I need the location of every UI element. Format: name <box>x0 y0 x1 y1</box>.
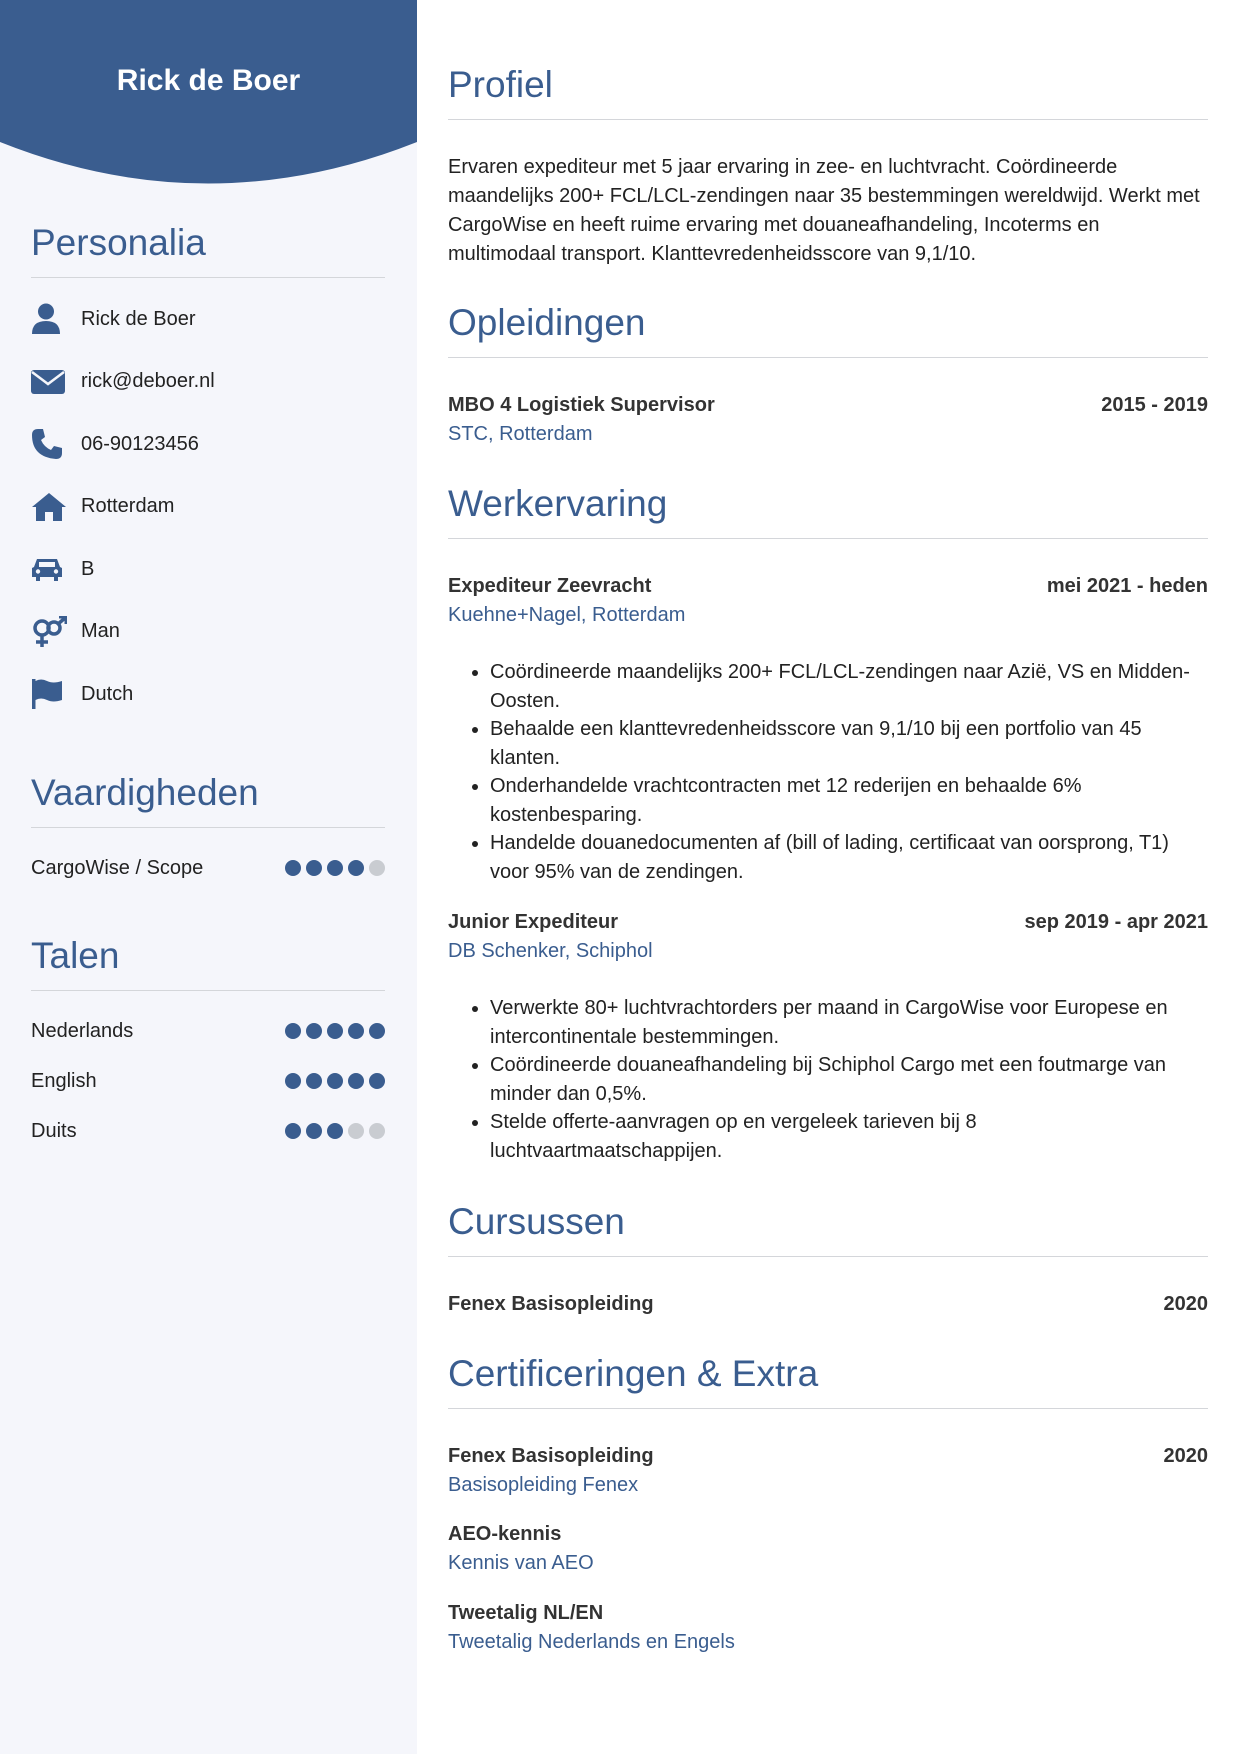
personalia-gender-row <box>31 601 385 664</box>
rating-dot-filled <box>285 860 301 876</box>
rating-dot-filled <box>285 1023 301 1039</box>
rating-dot-filled <box>306 1073 322 1089</box>
education-title: Opleidingen <box>448 302 1208 358</box>
rating-dots <box>285 1023 385 1039</box>
cert-description: Basisopleiding Fenex <box>448 1474 639 1496</box>
education-entry <box>448 394 1208 446</box>
work-title: Werkervaring <box>448 483 1208 539</box>
rating-dots <box>285 1073 385 1089</box>
rating-dots <box>285 1123 385 1139</box>
language-row <box>31 1056 385 1106</box>
rating-dot-filled <box>285 1073 301 1089</box>
sidebar <box>0 0 417 1754</box>
language-row-name: English <box>31 1069 97 1092</box>
skills-section <box>31 772 385 893</box>
rating-dot-filled <box>285 1123 301 1139</box>
personalia-name-row <box>31 288 385 351</box>
profile-title: Profiel <box>448 64 1208 120</box>
cert-title: Tweetalig NL/EN <box>448 1602 604 1624</box>
education-degree: MBO 4 Logistiek Supervisor <box>448 394 715 416</box>
home-icon <box>31 489 71 525</box>
rating-dot-empty <box>369 860 385 876</box>
cert-title: AEO-kennis <box>448 1523 562 1545</box>
language-row-name: Nederlands <box>31 1019 134 1042</box>
personalia-name: Rick de Boer <box>81 307 196 330</box>
work-employer: Kuehne+Nagel, Rotterdam <box>448 604 686 626</box>
list-item: • Behaalde een klanttevredenheidsscore van 9,1/10 bij een portfolio van 45 klanten. <box>490 715 1208 772</box>
personalia-license-row <box>31 538 385 601</box>
certs-title: Certificeringen & Extra <box>448 1353 1208 1409</box>
personalia-phone-row <box>31 413 385 476</box>
personalia-nationality: Dutch <box>81 682 134 705</box>
car-icon <box>31 551 71 587</box>
cert-entry <box>448 1445 1208 1497</box>
list-item: • Coördineerde douaneafhandeling bij Schiphol Cargo met een foutmarge van minder dan 0,5%. <box>490 1051 1208 1108</box>
rating-dot-filled <box>369 1073 385 1089</box>
rating-dot-filled <box>306 860 322 876</box>
personalia-section <box>31 222 385 726</box>
skill-row <box>31 843 385 893</box>
languages-title: Talen <box>31 935 385 991</box>
personalia-email-row <box>31 351 385 414</box>
rating-dot-empty <box>348 1123 364 1139</box>
personalia-nationality-row <box>31 663 385 726</box>
rating-dot-filled <box>327 860 343 876</box>
list-item: • Onderhandelde vrachtcontracten met 12 rederijen en behaalde 6% kostenbesparing. <box>490 772 1208 829</box>
rating-dot-filled <box>306 1023 322 1039</box>
cert-title: Fenex Basisopleiding <box>448 1445 654 1467</box>
header-name: Rick de Boer <box>116 64 301 97</box>
phone-icon <box>31 426 71 462</box>
work-entry <box>448 911 1208 963</box>
rating-dot-filled <box>348 860 364 876</box>
courses-title: Cursussen <box>448 1201 1208 1257</box>
skills-title: Vaardigheden <box>31 772 385 828</box>
profile-text: Ervaren expediteur met 5 jaar ervaring in zee- en luchtvracht. Coördineerde maandelijks 200+ FCL/LCL-zendingen naar 35 bestemmingen wereldwijd. Werkt met CargoWise en heeft ruime ervaring met douaneafhandeling, Incoterms en multimodaal transport. Klanttevredenheidsscore van 9,1/10. <box>448 156 1200 265</box>
rating-dot-filled <box>348 1073 364 1089</box>
cert-date: 2020 <box>1163 1445 1208 1467</box>
language-row <box>31 1006 385 1056</box>
work-bullets <box>448 994 1208 1165</box>
rating-dot-filled <box>327 1123 343 1139</box>
rating-dot-filled <box>369 1023 385 1039</box>
person-icon <box>31 301 71 337</box>
course-entry <box>448 1293 1208 1316</box>
work-date: sep 2019 - apr 2021 <box>1024 911 1208 933</box>
personalia-license: B <box>81 557 95 580</box>
cert-description: Tweetalig Nederlands en Engels <box>448 1631 735 1653</box>
course-title: Fenex Basisopleiding <box>448 1293 654 1315</box>
cert-entry <box>448 1523 1208 1575</box>
language-row-name: Duits <box>31 1119 77 1142</box>
personalia-city: Rotterdam <box>81 495 175 518</box>
languages-section <box>31 935 385 1156</box>
work-entry <box>448 575 1208 627</box>
work-bullets <box>448 658 1208 886</box>
list-item: • Verwerkte 80+ luchtvrachtorders per maand in CargoWise voor Europese en intercontinentale bestemmingen. <box>490 994 1208 1051</box>
personalia-city-row <box>31 476 385 539</box>
language-row <box>31 1106 385 1156</box>
rating-dot-filled <box>306 1123 322 1139</box>
flag-icon <box>31 676 71 712</box>
work-job-title: Junior Expediteur <box>448 911 619 933</box>
list-item: • Stelde offerte-aanvragen op en vergeleek tarieven bij 8 luchtvaartmaatschappijen. <box>490 1108 1208 1165</box>
rating-dot-filled <box>327 1073 343 1089</box>
work-employer: DB Schenker, Schiphol <box>448 940 653 962</box>
work-job-title: Expediteur Zeevracht <box>448 575 652 597</box>
envelope-icon <box>31 364 71 400</box>
personalia-phone[interactable]: 06-90123456 <box>81 432 199 455</box>
education-date: 2015 - 2019 <box>1101 394 1208 416</box>
personalia-email[interactable]: rick@deboer.nl <box>81 370 215 393</box>
cert-description: Kennis van AEO <box>448 1552 594 1574</box>
work-date: mei 2021 - heden <box>1046 575 1208 597</box>
list-item: • Coördineerde maandelijks 200+ FCL/LCL-zendingen naar Azië, VS en Midden-Oosten. <box>490 658 1208 715</box>
personalia-title: Personalia <box>31 222 385 278</box>
rating-dots <box>285 860 385 876</box>
skill-row-name: CargoWise / Scope <box>31 856 204 879</box>
gender-icon <box>31 614 71 650</box>
personalia-gender: Man <box>81 620 120 643</box>
list-item: • Handelde douanedocumenten af (bill of lading, certificaat van oorsprong, T1) voor 95% van de zendingen. <box>490 829 1208 886</box>
rating-dot-empty <box>369 1123 385 1139</box>
rating-dot-filled <box>327 1023 343 1039</box>
rating-dot-filled <box>348 1023 364 1039</box>
cert-entry <box>448 1602 1208 1654</box>
education-school: STC, Rotterdam <box>448 423 593 445</box>
course-date: 2020 <box>1163 1293 1208 1315</box>
